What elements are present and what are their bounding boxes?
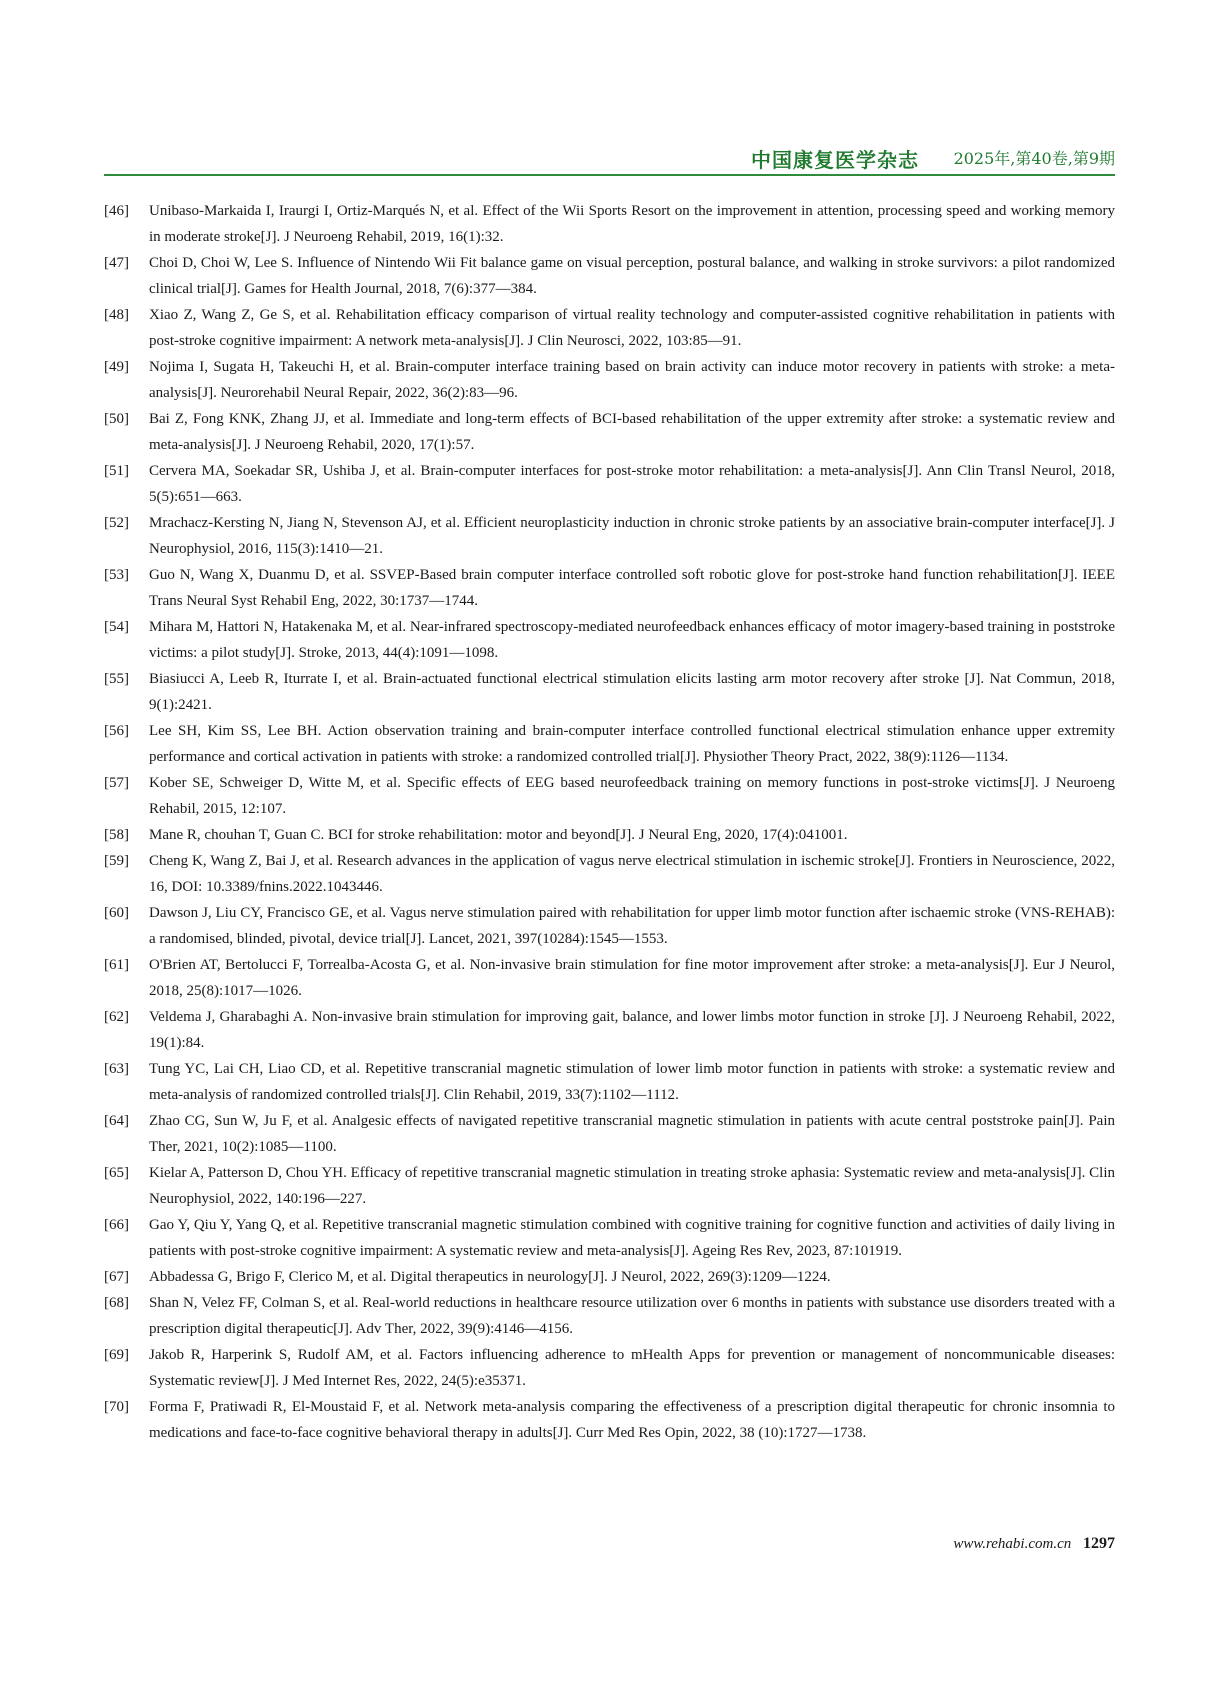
reference-text: Cervera MA, Soekadar SR, Ushiba J, et al. Brain-computer interfaces for post-stroke motor rehabilitation: a meta-analysis[J]. Ann Clin Transl Neurol, 2018, 5(5):651—663.	[149, 463, 1115, 505]
reference-item	[104, 198, 1115, 250]
reference-item	[104, 1108, 1115, 1160]
reference-text: Cheng K, Wang Z, Bai J, et al. Research advances in the application of vagus nerve electrical stimulation in ischemic stroke[J]. Frontiers in Neuroscience, 2022, 16, DOI: 10.3389/fnins.2022.1043446.	[149, 853, 1115, 895]
reference-item	[104, 1342, 1115, 1394]
reference-item	[104, 1160, 1115, 1212]
reference-number: [58]	[104, 827, 129, 843]
reference-number: [59]	[104, 853, 129, 869]
reference-text: Zhao CG, Sun W, Ju F, et al. Analgesic effects of navigated repetitive transcranial magnetic stimulation in patients with acute central poststroke pain[J]. Pain Ther, 2021, 10(2):1085—1100.	[149, 1113, 1115, 1155]
reference-text: Tung YC, Lai CH, Liao CD, et al. Repetitive transcranial magnetic stimulation of lower limb motor function in patients with stroke: a systematic review and meta-analysis of randomized controlled trials[J]. Clin Rehabil, 2019, 33(7):1102—1112.	[149, 1061, 1115, 1103]
reference-text: Shan N, Velez FF, Colman S, et al. Real-world reductions in healthcare resource utilization over 6 months in patients with substance use disorders treated with a prescription digital therapeutic[J]. Adv Ther, 2022, 39(9):4146—4156.	[149, 1295, 1115, 1337]
reference-item	[104, 1056, 1115, 1108]
reference-text: Kober SE, Schweiger D, Witte M, et al. Specific effects of EEG based neurofeedback training on memory functions in post-stroke victims[J]. J Neuroeng Rehabil, 2015, 12:107.	[149, 775, 1115, 817]
reference-list	[104, 198, 1115, 1446]
reference-item	[104, 458, 1115, 510]
reference-text: Mrachacz-Kersting N, Jiang N, Stevenson AJ, et al. Efficient neuroplasticity induction in chronic stroke patients by an associative brain-computer interface[J]. J Neurophysiol, 2016, 115(3):1410—21.	[149, 515, 1115, 557]
reference-item	[104, 1394, 1115, 1446]
reference-text: Choi D, Choi W, Lee S. Influence of Nintendo Wii Fit balance game on visual perception, postural balance, and walking in stroke survivors: a pilot randomized clinical trial[J]. Games for Health Journal, 2018, 7(6):377—384.	[149, 255, 1115, 297]
reference-text: Kielar A, Patterson D, Chou YH. Efficacy of repetitive transcranial magnetic stimulation in treating stroke aphasia: Systematic review and meta-analysis[J]. Clin Neurophysiol, 2022, 140:196—227.	[149, 1165, 1115, 1207]
reference-text: Nojima I, Sugata H, Takeuchi H, et al. Brain-computer interface training based on brain activity can induce motor recovery in patients with stroke: a meta-analysis[J]. Neurorehabil Neural Repair, 2022, 36(2):83—96.	[149, 359, 1115, 401]
reference-number: [64]	[104, 1113, 129, 1129]
reference-text: Xiao Z, Wang Z, Ge S, et al. Rehabilitation efficacy comparison of virtual reality technology and computer-assisted cognitive rehabilitation in patients with post-stroke cognitive impairment: A network meta-analysis[J]. J Clin Neurosci, 2022, 103:85—91.	[149, 307, 1115, 349]
reference-item	[104, 510, 1115, 562]
reference-item	[104, 718, 1115, 770]
reference-text: Forma F, Pratiwadi R, El-Moustaid F, et al. Network meta-analysis comparing the effectiveness of a prescription digital therapeutic for chronic insomnia to medications and face-to-face cognitive behavioral therapy in adults[J]. Curr Med Res Opin, 2022, 38 (10):1727—1738.	[149, 1399, 1115, 1441]
reference-item	[104, 1212, 1115, 1264]
reference-number: [46]	[104, 203, 129, 219]
reference-number: [53]	[104, 567, 129, 583]
reference-number: [62]	[104, 1009, 129, 1025]
reference-text: Mane R, chouhan T, Guan C. BCI for stroke rehabilitation: motor and beyond[J]. J Neural Eng, 2020, 17(4):041001.	[149, 827, 848, 843]
reference-number: [56]	[104, 723, 129, 739]
reference-text: Guo N, Wang X, Duanmu D, et al. SSVEP-Based brain computer interface controlled soft robotic glove for post-stroke hand function rehabilitation[J]. IEEE Trans Neural Syst Rehabil Eng, 2022, 30:1737—1744.	[149, 567, 1115, 609]
reference-number: [51]	[104, 463, 129, 479]
reference-number: [61]	[104, 957, 129, 973]
reference-item	[104, 770, 1115, 822]
reference-item	[104, 848, 1115, 900]
reference-number: [65]	[104, 1165, 129, 1181]
website-link[interactable]: www.rehabi.com.cn	[953, 1536, 1072, 1552]
reference-number: [67]	[104, 1269, 129, 1285]
reference-number: [48]	[104, 307, 129, 323]
reference-number: [70]	[104, 1399, 129, 1415]
reference-number: [57]	[104, 775, 129, 791]
journal-name: 中国康复医学杂志	[751, 148, 919, 172]
reference-item	[104, 250, 1115, 302]
reference-item	[104, 562, 1115, 614]
reference-number: [52]	[104, 515, 129, 531]
reference-text: Unibaso-Markaida I, Iraurgi I, Ortiz-Marqués N, et al. Effect of the Wii Sports Resort on the improvement in attention, processing speed and working memory in moderate stroke[J]. J Neuroeng Rehabil, 2019, 16(1):32.	[149, 203, 1115, 245]
reference-number: [68]	[104, 1295, 129, 1311]
reference-number: [47]	[104, 255, 129, 271]
reference-text: Bai Z, Fong KNK, Zhang JJ, et al. Immediate and long-term effects of BCI-based rehabilitation of the upper extremity after stroke: a systematic review and meta-analysis[J]. J Neuroeng Rehabil, 2020, 17(1):57.	[149, 411, 1115, 453]
reference-text: Veldema J, Gharabaghi A. Non-invasive brain stimulation for improving gait, balance, and lower limbs motor function in stroke [J]. J Neuroeng Rehabil, 2022, 19(1):84.	[149, 1009, 1115, 1051]
reference-item	[104, 900, 1115, 952]
reference-text: Lee SH, Kim SS, Lee BH. Action observation training and brain-computer interface controlled functional electrical stimulation enhance upper extremity performance and cortical activation in patients with stroke: a randomized controlled trial[J]. Physiother Theory Pract, 2022, 38(9):1126—1134.	[149, 723, 1115, 765]
reference-number: [69]	[104, 1347, 129, 1363]
reference-number: [55]	[104, 671, 129, 687]
reference-number: [63]	[104, 1061, 129, 1077]
reference-number: [49]	[104, 359, 129, 375]
issue-info: 2025年,第40卷,第9期	[953, 149, 1115, 168]
reference-number: [50]	[104, 411, 129, 427]
reference-text: Mihara M, Hattori N, Hatakenaka M, et al. Near-infrared spectroscopy-mediated neurofeedback enhances efficacy of motor imagery-based training in poststroke victims: a pilot study[J]. Stroke, 2013, 44(4):1091—1098.	[149, 619, 1115, 661]
reference-text: Biasiucci A, Leeb R, Iturrate I, et al. Brain-actuated functional electrical stimulation elicits lasting arm motor recovery after stroke [J]. Nat Commun, 2018, 9(1):2421.	[149, 671, 1115, 713]
reference-number: [60]	[104, 905, 129, 921]
reference-item	[104, 822, 1115, 848]
reference-item	[104, 614, 1115, 666]
reference-item	[104, 354, 1115, 406]
reference-item	[104, 1290, 1115, 1342]
reference-text: Dawson J, Liu CY, Francisco GE, et al. Vagus nerve stimulation paired with rehabilitation for upper limb motor function after ischaemic stroke (VNS-REHAB): a randomised, blinded, pivotal, device trial[J]. Lancet, 2021, 397(10284):1545—1553.	[149, 905, 1115, 947]
reference-item	[104, 302, 1115, 354]
page-footer	[953, 1535, 1115, 1553]
reference-number: [66]	[104, 1217, 129, 1233]
reference-number: [54]	[104, 619, 129, 635]
reference-item	[104, 952, 1115, 1004]
reference-item	[104, 1264, 1115, 1290]
reference-text: Abbadessa G, Brigo F, Clerico M, et al. Digital therapeutics in neurology[J]. J Neurol, 2022, 269(3):1209—1224.	[149, 1269, 831, 1285]
page-number: 1297	[1083, 1535, 1115, 1552]
reference-text: Gao Y, Qiu Y, Yang Q, et al. Repetitive transcranial magnetic stimulation combined with cognitive training for cognitive function and activities of daily living in patients with post-stroke cognitive impairment: A systematic review and meta-analysis[J]. Ageing Res Rev, 2023, 87:101919.	[149, 1217, 1115, 1259]
reference-item	[104, 406, 1115, 458]
reference-text: Jakob R, Harperink S, Rudolf AM, et al. Factors influencing adherence to mHealth Apps for prevention or management of noncommunicable diseases: Systematic review[J]. J Med Internet Res, 2022, 24(5):e35371.	[149, 1347, 1115, 1389]
page-header	[104, 144, 1115, 176]
reference-text: O'Brien AT, Bertolucci F, Torrealba-Acosta G, et al. Non-invasive brain stimulation for fine motor improvement after stroke: a meta-analysis[J]. Eur J Neurol, 2018, 25(8):1017—1026.	[149, 957, 1115, 999]
reference-item	[104, 1004, 1115, 1056]
reference-item	[104, 666, 1115, 718]
